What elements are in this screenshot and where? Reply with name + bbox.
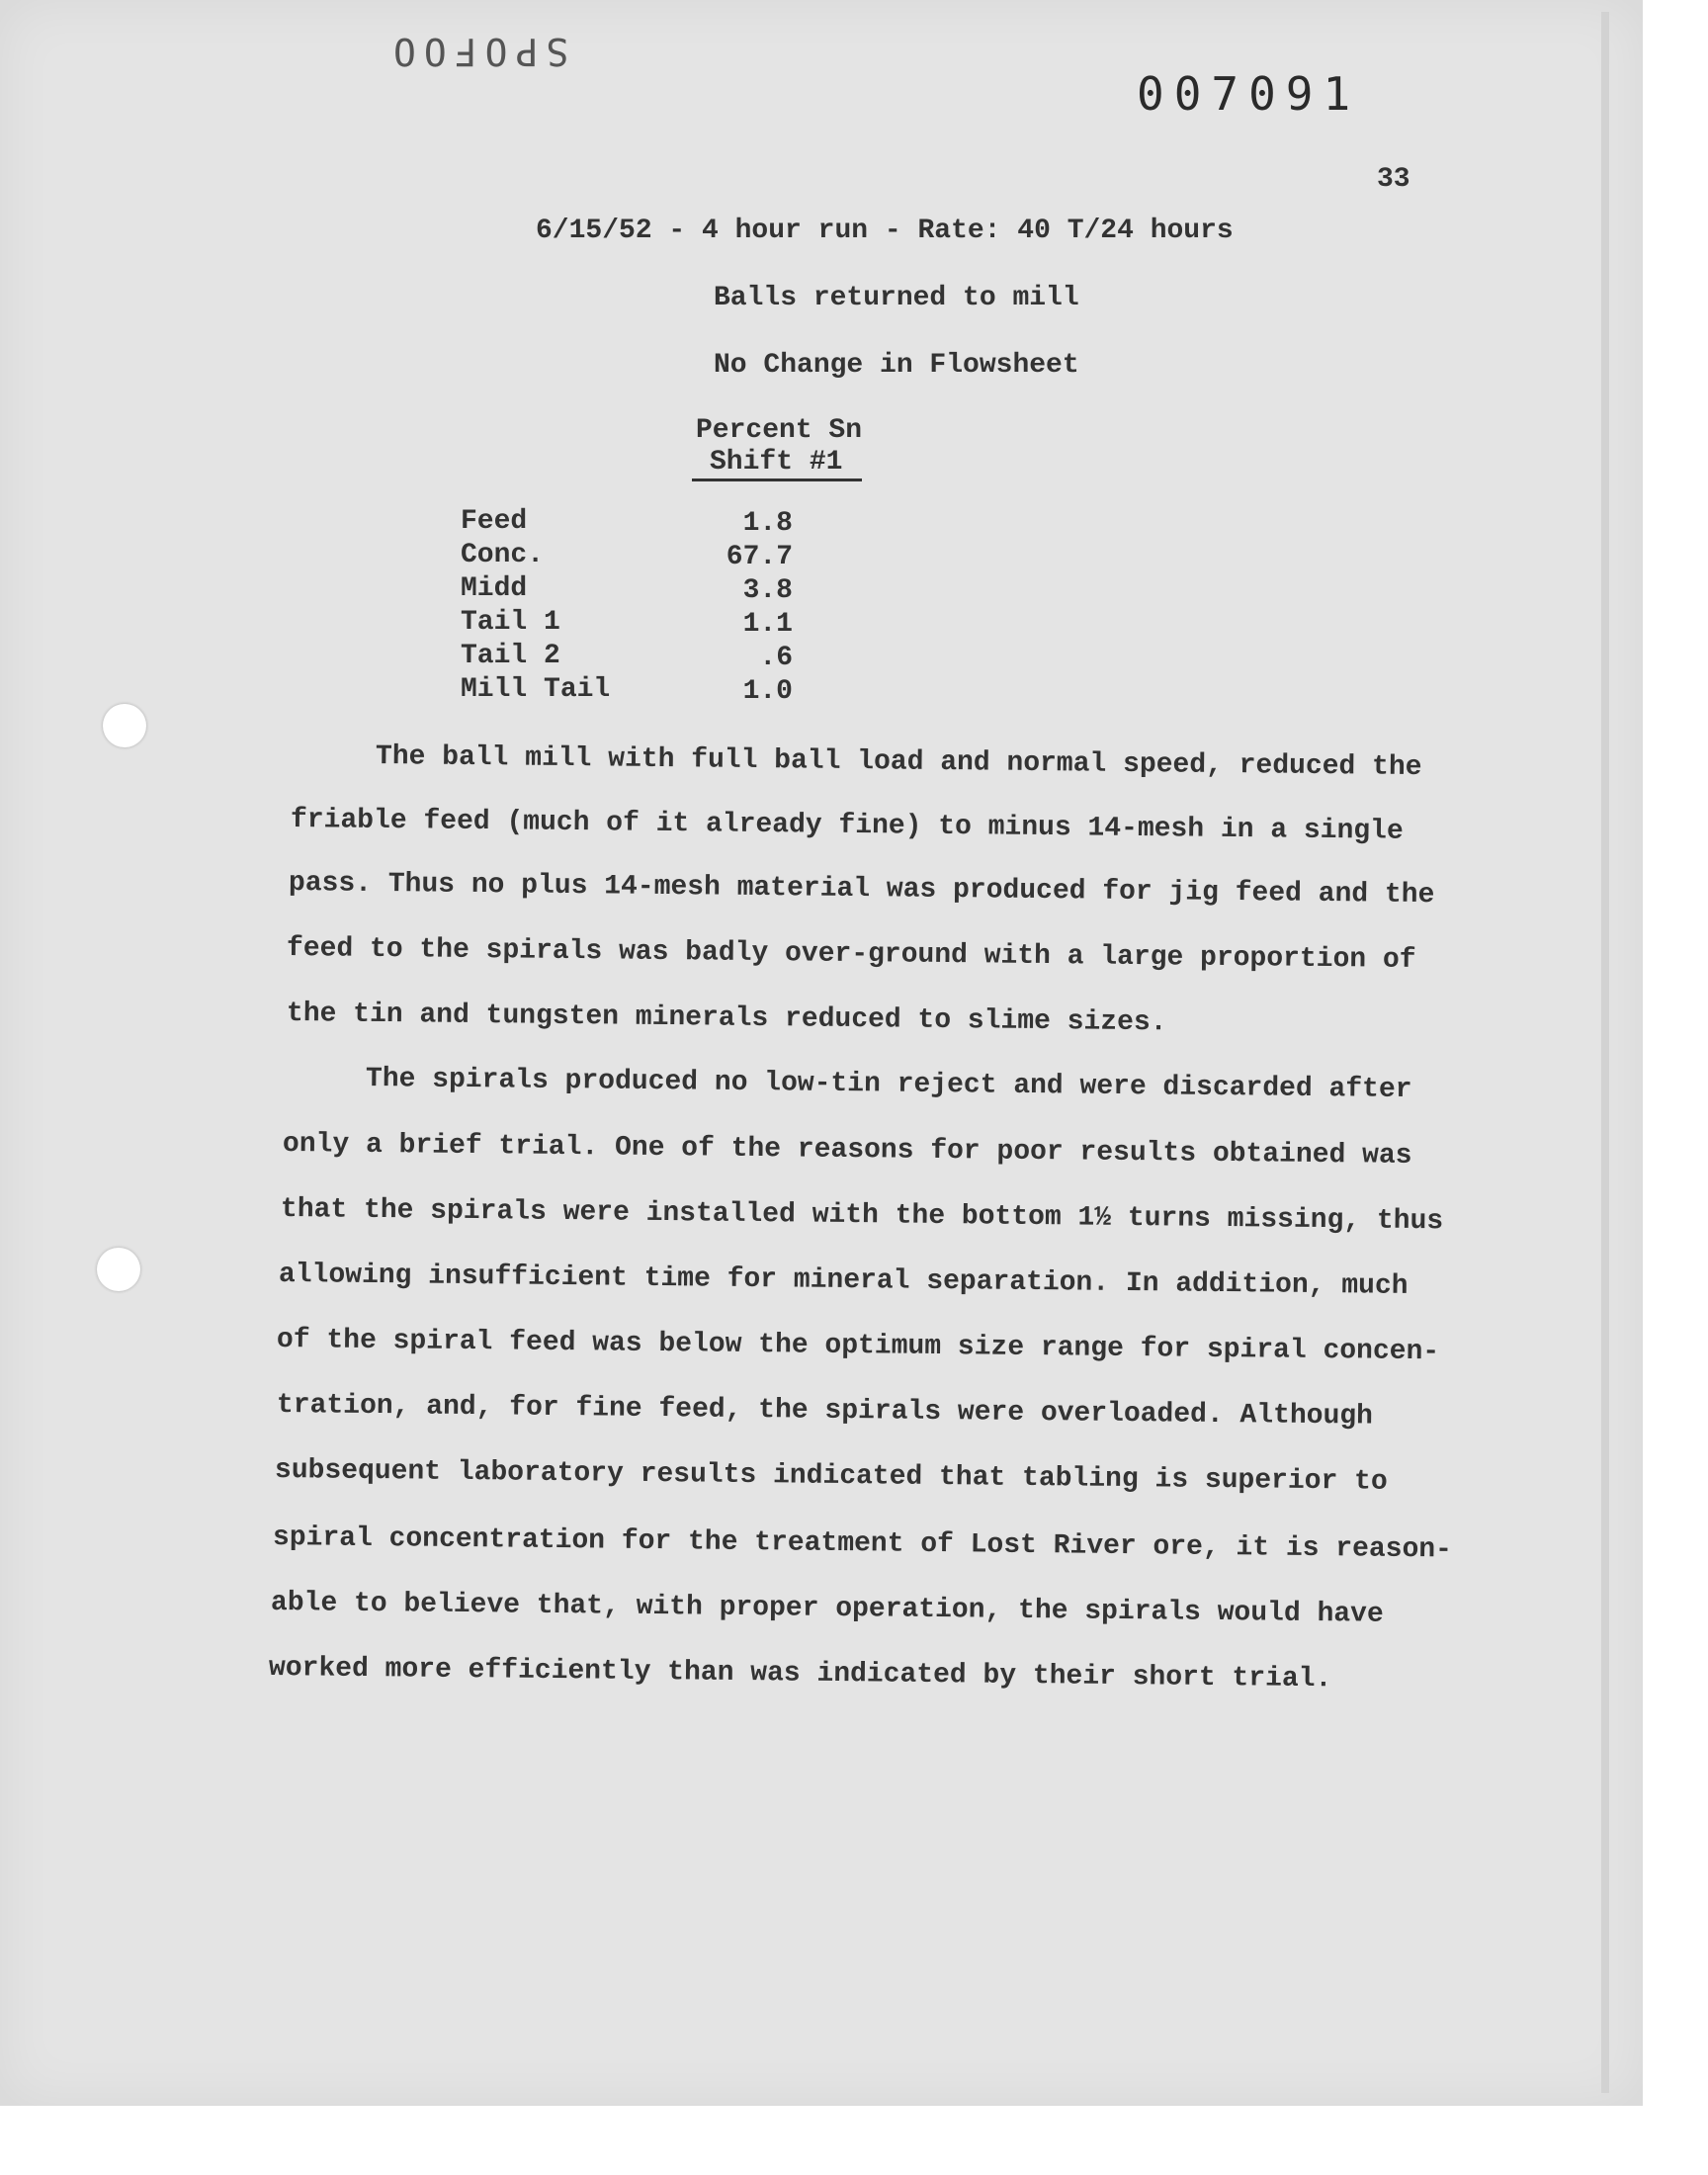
paragraph-line: spiral concentration for the treatment of Lost River ore, it is reason- bbox=[272, 1522, 1453, 1566]
row-value-mill-tail: 1.0 bbox=[742, 676, 793, 707]
row-label-conc: Conc. bbox=[461, 540, 545, 570]
row-label-midd: Midd bbox=[461, 573, 528, 604]
paragraph-line: able to believe that, with proper operation, the spirals would have bbox=[270, 1588, 1384, 1630]
row-label-tail-2: Tail 2 bbox=[461, 641, 560, 671]
row-value-tail-2: .6 bbox=[759, 643, 793, 673]
paragraph-line: the tin and tungsten minerals reduced to slime sizes. bbox=[286, 999, 1167, 1039]
paragraph-line: subsequent laboratory results indicated that tabling is superior to bbox=[274, 1455, 1388, 1498]
punch-hole-bottom bbox=[97, 1248, 140, 1291]
row-value-feed: 1.8 bbox=[742, 508, 793, 539]
row-value-tail-1: 1.1 bbox=[742, 609, 793, 640]
balls-heading: Balls returned to mill bbox=[714, 283, 1079, 313]
run-heading: 6/15/52 - 4 hour run - Rate: 40 T/24 hours bbox=[536, 216, 1234, 246]
row-value-conc: 67.7 bbox=[726, 542, 793, 572]
row-label-feed: Feed bbox=[461, 506, 528, 537]
flowsheet-heading: No Change in Flowsheet bbox=[714, 350, 1079, 381]
column-title: Percent Sn bbox=[696, 415, 863, 446]
punch-hole-top bbox=[103, 704, 146, 747]
paragraph-line: only a brief trial. One of the reasons for poor results obtained was bbox=[282, 1129, 1412, 1172]
paragraph-line: The spirals produced no low-tin reject and were discarded after bbox=[365, 1064, 1412, 1106]
row-label-tail-1: Tail 1 bbox=[461, 607, 560, 638]
paragraph-line: feed to the spirals was badly over-ground with a large proportion of bbox=[286, 933, 1416, 976]
paragraph-line: tration, and, for fine feed, the spirals were overloaded. Although bbox=[276, 1390, 1374, 1433]
document-number-stamp: 007091 bbox=[1137, 67, 1361, 121]
paragraph-line: worked more efficiently than was indicated by their short trial. bbox=[268, 1653, 1332, 1696]
paragraph-line: friable feed (much of it already fine) to minus 14-mesh in a single bbox=[290, 805, 1404, 847]
paragraph-line: allowing insufficient time for mineral separation. In addition, much bbox=[278, 1260, 1409, 1302]
column-subtitle: Shift #1 bbox=[710, 447, 843, 478]
paragraph-line: that the spirals were installed with the bottom 1½ turns missing, thus bbox=[280, 1194, 1444, 1238]
paragraph-line: The ball mill with full ball load and normal speed, reduced the bbox=[375, 741, 1422, 784]
page-edge-shadow bbox=[1601, 12, 1609, 2093]
paragraph-line: pass. Thus no plus 14-mesh material was produced for jig feed and the bbox=[288, 868, 1435, 912]
page-number: 33 bbox=[1377, 164, 1410, 195]
row-label-mill-tail: Mill Tail bbox=[461, 674, 611, 705]
row-value-midd: 3.8 bbox=[742, 575, 793, 606]
paragraph-line: of the spiral feed was below the optimum size range for spiral concen- bbox=[276, 1325, 1440, 1368]
mirrored-stamp: SPOFOO bbox=[385, 30, 569, 73]
column-underline bbox=[692, 478, 862, 481]
